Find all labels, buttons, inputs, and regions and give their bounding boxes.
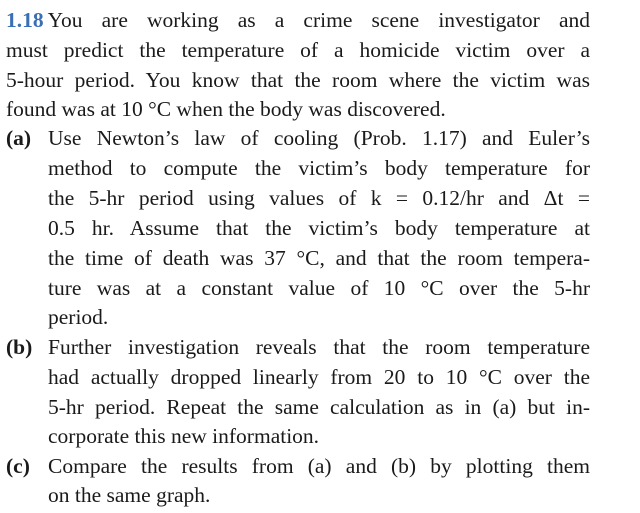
part-a-line-5-text: the time of death was 37 °C, and that the room tempera- (48, 246, 590, 270)
intro-line-1 (6, 6, 590, 35)
intro-line-4-text: found was at 10 °C when the body was discovered. (6, 97, 446, 121)
part-c-line-1 (48, 452, 590, 481)
part-b-label: (b) (6, 335, 33, 359)
part-a-line-3 (48, 184, 590, 213)
intro-line-3-text: 5-hour period. You know that the room where the victim was (6, 68, 590, 92)
part-a-line-6 (48, 274, 590, 303)
part-a-line-4 (48, 214, 590, 243)
part-b-line-3-text: 5-hr period. Repeat the same calculation as in (a) but in- (48, 395, 590, 419)
part-b-line-1 (48, 333, 590, 362)
part-b-line-2 (48, 363, 590, 392)
part-a-line-4-text: 0.5 hr. Assume that the victim’s body temperature at (48, 216, 590, 240)
part-a-line-3-text: the 5-hr period using values of k = 0.12/hr and Δt = (48, 186, 590, 210)
part-a-line-7-text: period. (48, 305, 109, 329)
intro-line-1-text: You are working as a crime scene investigator and (47, 8, 590, 32)
intro-line-3 (6, 66, 590, 95)
part-b-line-2-text: had actually dropped linearly from 20 to 10 °C over the (48, 365, 590, 389)
part-b-line-4 (48, 422, 590, 451)
part-a-line-7 (48, 303, 590, 332)
part-c-line-2-text: on the same graph. (48, 483, 211, 507)
part-a-line-6-text: ture was at a constant value of 10 °C over the 5-hr (48, 276, 590, 300)
part-a-label: (a) (6, 126, 32, 150)
part-a-line-2 (48, 154, 590, 183)
intro-line-2-text: must predict the temperature of a homicide victim over a (6, 38, 590, 62)
intro-line-2 (6, 36, 590, 65)
part-b-line-3 (48, 393, 590, 422)
part-c-label: (c) (6, 454, 30, 478)
part-a-line-5 (48, 244, 590, 273)
part-a-line-1-text: Use Newton’s law of cooling (Prob. 1.17) and Euler’s (48, 126, 590, 150)
part-a-line-1 (48, 124, 590, 153)
part-a-line-2-text: method to compute the victim’s body temperature for (48, 156, 590, 180)
part-b-line-1-text: Further investigation reveals that the room temperature (48, 335, 590, 359)
part-c-line-2 (48, 481, 590, 510)
part-b-line-4-text: corporate this new information. (48, 424, 320, 448)
problem-number: 1.18 (6, 8, 44, 32)
intro-line-4 (6, 95, 590, 124)
part-c-line-1-text: Compare the results from (a) and (b) by plotting them (48, 454, 590, 478)
